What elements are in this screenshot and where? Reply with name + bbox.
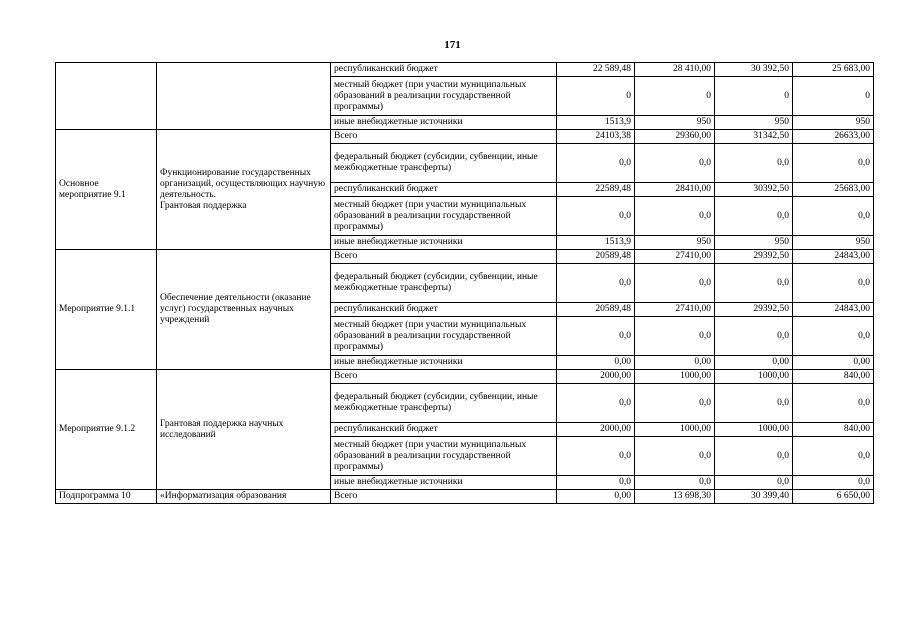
amount-cell: 13 698,30 (635, 490, 715, 504)
funding-source-cell: местный бюджет (при участии муниципальных образований в реализации государственной программы) (331, 317, 557, 356)
amount-cell: 20589,48 (557, 250, 635, 264)
table-row (56, 250, 874, 264)
amount-cell: 0,0 (635, 317, 715, 356)
amount-cell: 0,0 (715, 384, 793, 423)
amount-cell: 24843,00 (793, 250, 874, 264)
amount-cell: 0,0 (557, 476, 635, 490)
funding-source-cell: местный бюджет (при участии муниципальных образований в реализации государственной программы) (331, 437, 557, 476)
amount-cell: 0,00 (715, 356, 793, 370)
amount-cell: 0 (635, 77, 715, 116)
table-row (56, 130, 874, 144)
amount-cell: 0,0 (793, 197, 874, 236)
funding-source-cell: иные внебюджетные источники (331, 356, 557, 370)
amount-cell: 24843,00 (793, 303, 874, 317)
amount-cell: 29360,00 (635, 130, 715, 144)
amount-cell: 950 (793, 116, 874, 130)
measure-name-cell: Обеспечение деятельности (оказание услуг) государственных научных учреждений (157, 250, 331, 370)
funding-source-cell: республиканский бюджет (331, 183, 557, 197)
amount-cell: 0,0 (557, 437, 635, 476)
table-row (56, 490, 874, 504)
amount-cell: 950 (715, 116, 793, 130)
budget-table-body (56, 63, 874, 504)
amount-cell: 1513,9 (557, 236, 635, 250)
funding-source-cell: местный бюджет (при участии муниципальных образований в реализации государственной программы) (331, 77, 557, 116)
amount-cell: 0,0 (635, 476, 715, 490)
amount-cell: 1000,00 (715, 423, 793, 437)
funding-source-cell: Всего (331, 130, 557, 144)
measure-code-cell: Мероприятие 9.1.2 (56, 370, 157, 490)
amount-cell: 0,0 (715, 317, 793, 356)
page-number: 171 (444, 39, 461, 51)
measure-code-cell: Основное мероприятие 9.1 (56, 130, 157, 250)
amount-cell: 26633,00 (793, 130, 874, 144)
amount-cell: 0,0 (635, 144, 715, 183)
amount-cell: 0,0 (635, 197, 715, 236)
amount-cell: 840,00 (793, 370, 874, 384)
amount-cell: 20589,48 (557, 303, 635, 317)
amount-cell: 30 399,40 (715, 490, 793, 504)
amount-cell: 0,0 (793, 144, 874, 183)
funding-source-cell: иные внебюджетные источники (331, 236, 557, 250)
amount-cell: 0,0 (635, 437, 715, 476)
amount-cell: 27410,00 (635, 303, 715, 317)
funding-source-cell: Всего (331, 250, 557, 264)
amount-cell: 30392,50 (715, 183, 793, 197)
amount-cell: 28 410,00 (635, 63, 715, 77)
amount-cell: 6 650,00 (793, 490, 874, 504)
amount-cell: 25 683,00 (793, 63, 874, 77)
amount-cell: 30 392,50 (715, 63, 793, 77)
amount-cell: 2000,00 (557, 423, 635, 437)
amount-cell: 0 (557, 77, 635, 116)
amount-cell: 29392,50 (715, 303, 793, 317)
funding-source-cell: республиканский бюджет (331, 63, 557, 77)
amount-cell: 1000,00 (635, 423, 715, 437)
amount-cell: 31342,50 (715, 130, 793, 144)
measure-code-cell (56, 63, 157, 130)
measure-code-cell: Подпрограмма 10 (56, 490, 157, 504)
amount-cell: 0,0 (557, 197, 635, 236)
amount-cell: 0,0 (557, 384, 635, 423)
amount-cell: 28410,00 (635, 183, 715, 197)
amount-cell: 0,0 (793, 264, 874, 303)
amount-cell: 0,0 (635, 264, 715, 303)
measure-name-cell: Грантовая поддержка научных исследований (157, 370, 331, 490)
amount-cell: 22 589,48 (557, 63, 635, 77)
funding-source-cell: Всего (331, 490, 557, 504)
amount-cell: 1513,9 (557, 116, 635, 130)
amount-cell: 0,0 (557, 144, 635, 183)
amount-cell: 950 (793, 236, 874, 250)
amount-cell: 950 (715, 236, 793, 250)
funding-source-cell: федеральный бюджет (субсидии, субвенции, иные межбюджетные трансферты) (331, 264, 557, 303)
amount-cell: 0,0 (715, 197, 793, 236)
amount-cell: 0,0 (715, 476, 793, 490)
measure-name-cell: «Информатизация образования (157, 490, 331, 504)
amount-cell: 0,0 (635, 384, 715, 423)
amount-cell: 0,0 (793, 437, 874, 476)
amount-cell: 840,00 (793, 423, 874, 437)
funding-source-cell: иные внебюджетные источники (331, 476, 557, 490)
amount-cell: 27410,00 (635, 250, 715, 264)
amount-cell: 22589,48 (557, 183, 635, 197)
funding-source-cell: федеральный бюджет (субсидии, субвенции, иные межбюджетные трансферты) (331, 384, 557, 423)
budget-table (55, 62, 874, 504)
amount-cell: 950 (635, 116, 715, 130)
amount-cell: 0,0 (557, 317, 635, 356)
amount-cell: 0,0 (793, 317, 874, 356)
funding-source-cell: Всего (331, 370, 557, 384)
table-row (56, 370, 874, 384)
amount-cell: 25683,00 (793, 183, 874, 197)
amount-cell: 0,0 (715, 264, 793, 303)
measure-code-cell: Мероприятие 9.1.1 (56, 250, 157, 370)
measure-name-cell (157, 63, 331, 130)
funding-source-cell: местный бюджет (при участии муниципальных образований в реализации государственной программы) (331, 197, 557, 236)
measure-name-cell: Функционирование государственных организаций, осуществляющих научную деятельность. Грантовая поддержка (157, 130, 331, 250)
amount-cell: 2000,00 (557, 370, 635, 384)
amount-cell: 0 (715, 77, 793, 116)
funding-source-cell: федеральный бюджет (субсидии, субвенции, иные межбюджетные трансферты) (331, 144, 557, 183)
amount-cell: 1000,00 (635, 370, 715, 384)
funding-source-cell: республиканский бюджет (331, 303, 557, 317)
amount-cell: 0,00 (557, 356, 635, 370)
amount-cell: 1000,00 (715, 370, 793, 384)
amount-cell: 0,0 (715, 437, 793, 476)
amount-cell: 0,00 (557, 490, 635, 504)
funding-source-cell: иные внебюджетные источники (331, 116, 557, 130)
amount-cell: 0,00 (635, 356, 715, 370)
amount-cell: 950 (635, 236, 715, 250)
amount-cell: 29392,50 (715, 250, 793, 264)
table-row (56, 63, 874, 77)
amount-cell: 24103,38 (557, 130, 635, 144)
amount-cell: 0 (793, 77, 874, 116)
amount-cell: 0,0 (557, 264, 635, 303)
amount-cell: 0,0 (793, 476, 874, 490)
amount-cell: 0,00 (793, 356, 874, 370)
funding-source-cell: республиканский бюджет (331, 423, 557, 437)
amount-cell: 0,0 (715, 144, 793, 183)
amount-cell: 0,0 (793, 384, 874, 423)
